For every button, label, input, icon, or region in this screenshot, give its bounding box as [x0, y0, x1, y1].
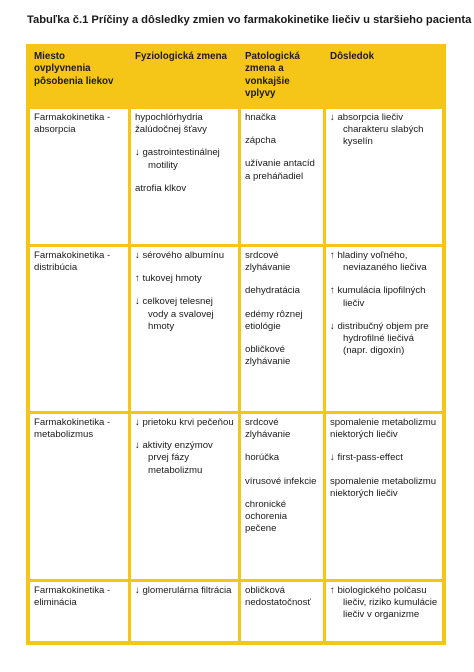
row-elimination-place — [30, 582, 128, 641]
place-label: Farmakokinetika - metabolizmus — [34, 417, 111, 441]
row-distribution-patho — [241, 247, 323, 411]
list-item: chronické ochorenia pečene — [245, 498, 288, 535]
list-item: obličkové zlyhávanie — [245, 344, 291, 368]
list-item: spomalenie metabolizmu niektorých liečiv — [330, 475, 437, 499]
row-absorption-physio — [131, 109, 238, 244]
list-item: spomalenie metabolizmu niektorých liečiv — [330, 417, 437, 441]
pharmacokinetics-table — [26, 44, 446, 645]
list-item: horúčka — [245, 452, 280, 464]
place-label: Farmakokinetika - eliminácia — [34, 585, 111, 609]
list-item: edémy rôznej etiológie — [245, 308, 303, 332]
row-metabolism-patho — [241, 414, 323, 579]
list-item: ↓ prietoku krvi pečeňou — [135, 417, 234, 428]
list-item: obličková nedostatočnosť — [245, 585, 312, 609]
list-item: srdcové zlyhávanie — [245, 417, 291, 441]
list-item: dehydratácia — [245, 285, 300, 297]
header-physiological: Fyziologická zmena — [135, 51, 228, 62]
list-item: atrofia klkov — [135, 182, 187, 194]
row-absorption-place — [30, 109, 128, 244]
row-absorption-result — [326, 109, 442, 244]
list-item: ↑ tukovej hmoty — [135, 273, 202, 285]
list-item: ↓ aktivity enzýmov prvej fázy metabolizmu — [135, 440, 213, 476]
list-item: ↑ hladiny voľného, neviazaného liečiva — [330, 250, 427, 274]
row-distribution-physio — [131, 247, 238, 411]
place-label: Farmakokinetika - absorpcia — [34, 112, 111, 136]
header-result: Dôsledok — [330, 51, 375, 62]
list-item: srdcové zlyhávanie — [245, 250, 291, 274]
row-elimination-result — [326, 582, 442, 641]
list-item: ↓ distribučný objem pre hydrofilné liečivá (napr. digoxín) — [330, 320, 429, 357]
header-place: Miesto ovplyvnenia pôsobenia liekov — [34, 51, 114, 87]
list-item: ↑ biologického polčasu liečiv, riziko kumulácie liečiv v organizme — [330, 585, 438, 621]
list-item: ↓ glomerulárna filtrácia — [135, 585, 232, 596]
list-item: hypochlórhydria žalúdočnej šťavy — [135, 112, 207, 136]
row-metabolism-result — [326, 414, 442, 579]
row-metabolism-physio — [131, 414, 238, 579]
place-label: Farmakokinetika - distribúcia — [34, 250, 111, 274]
list-item: užívanie antacíd a preháňadiel — [245, 158, 315, 182]
list-item: ↓ first-pass-effect — [330, 452, 403, 464]
list-item: ↓ gastrointestinálnej motility — [135, 147, 220, 171]
row-elimination-physio — [131, 582, 238, 641]
list-item: hnačka — [245, 112, 276, 123]
list-item: ↓ celkovej telesnej vody a svalovej hmoty — [135, 296, 214, 332]
row-absorption-patho — [241, 109, 323, 244]
list-item: ↑ kumulácia lipofilných liečiv — [330, 285, 426, 309]
row-metabolism-place — [30, 414, 128, 579]
row-elimination-patho — [241, 582, 323, 641]
row-distribution-place — [30, 247, 128, 411]
list-item: ↓ absorpcia liečiv charakteru slabých kyselín — [330, 112, 424, 148]
row-distribution-result — [326, 247, 442, 411]
list-item: zápcha — [245, 135, 276, 147]
table-title: Tabuľka č.1 Príčiny a dôsledky zmien vo farmakokinetike liečiv u staršieho pacienta — [27, 14, 472, 26]
list-item: vírusové infekcie — [245, 475, 317, 487]
header-pathological: Patologická zmena a vonkajšie vplyvy — [245, 51, 300, 100]
list-item: ↓ sérového albumínu — [135, 250, 225, 261]
